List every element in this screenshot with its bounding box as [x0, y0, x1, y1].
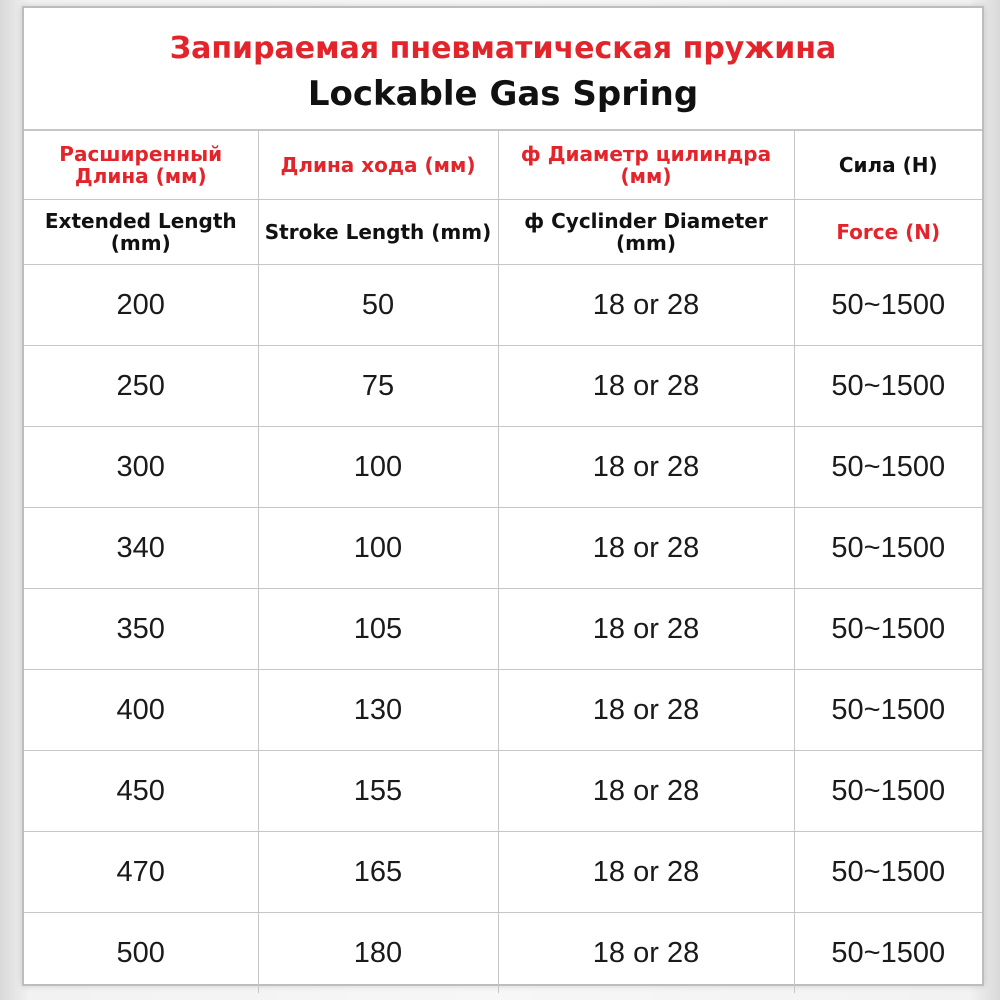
cell-force: 50~1500 [794, 346, 982, 427]
cell-extended-length: 350 [24, 589, 258, 670]
cell-stroke-length: 130 [258, 670, 498, 751]
header-row-english [24, 200, 982, 265]
header-cylinder-diameter-en: ф Cyclinder Diameter (mm) [498, 200, 794, 265]
table-row [24, 265, 982, 346]
table-row [24, 589, 982, 670]
cell-cylinder-diameter: 18 or 28 [498, 427, 794, 508]
table-row [24, 670, 982, 751]
title-block [24, 8, 982, 130]
table-row [24, 913, 982, 994]
cell-force: 50~1500 [794, 508, 982, 589]
header-force-en: Force (N) [794, 200, 982, 265]
cell-force: 50~1500 [794, 265, 982, 346]
cell-cylinder-diameter: 18 or 28 [498, 913, 794, 994]
header-stroke-length-ru: Длина хода (мм) [258, 131, 498, 200]
title-russian: Запираемая пневматическая пружина [169, 31, 837, 66]
cell-stroke-length: 155 [258, 751, 498, 832]
cell-extended-length: 400 [24, 670, 258, 751]
cell-stroke-length: 100 [258, 508, 498, 589]
cell-cylinder-diameter: 18 or 28 [498, 589, 794, 670]
header-row-russian [24, 131, 982, 200]
title-english: Lockable Gas Spring [307, 74, 699, 114]
cell-extended-length: 300 [24, 427, 258, 508]
cell-stroke-length: 165 [258, 832, 498, 913]
header-stroke-length-en: Stroke Length (mm) [258, 200, 498, 265]
spec-card [22, 6, 984, 986]
header-extended-length-en: Extended Length (mm) [24, 200, 258, 265]
cell-stroke-length: 75 [258, 346, 498, 427]
table-row [24, 751, 982, 832]
header-force-ru: Сила (Н) [794, 131, 982, 200]
cell-extended-length: 200 [24, 265, 258, 346]
cell-extended-length: 450 [24, 751, 258, 832]
cell-force: 50~1500 [794, 751, 982, 832]
cell-extended-length: 250 [24, 346, 258, 427]
table-row [24, 508, 982, 589]
header-cylinder-diameter-ru: ф Диаметр цилиндра (мм) [498, 131, 794, 200]
cell-cylinder-diameter: 18 or 28 [498, 670, 794, 751]
cell-cylinder-diameter: 18 or 28 [498, 265, 794, 346]
cell-cylinder-diameter: 18 or 28 [498, 751, 794, 832]
cell-force: 50~1500 [794, 832, 982, 913]
cell-stroke-length: 100 [258, 427, 498, 508]
table-row [24, 832, 982, 913]
table-row [24, 427, 982, 508]
cell-cylinder-diameter: 18 or 28 [498, 508, 794, 589]
cell-force: 50~1500 [794, 427, 982, 508]
cell-extended-length: 340 [24, 508, 258, 589]
cell-cylinder-diameter: 18 or 28 [498, 346, 794, 427]
table-row [24, 346, 982, 427]
cell-stroke-length: 105 [258, 589, 498, 670]
cell-stroke-length: 180 [258, 913, 498, 994]
cell-force: 50~1500 [794, 589, 982, 670]
cell-cylinder-diameter: 18 or 28 [498, 832, 794, 913]
cell-force: 50~1500 [794, 913, 982, 994]
cell-force: 50~1500 [794, 670, 982, 751]
spec-table [24, 130, 982, 993]
cell-extended-length: 500 [24, 913, 258, 994]
cell-stroke-length: 50 [258, 265, 498, 346]
cell-extended-length: 470 [24, 832, 258, 913]
header-extended-length-ru: Расширенный Длина (мм) [24, 131, 258, 200]
